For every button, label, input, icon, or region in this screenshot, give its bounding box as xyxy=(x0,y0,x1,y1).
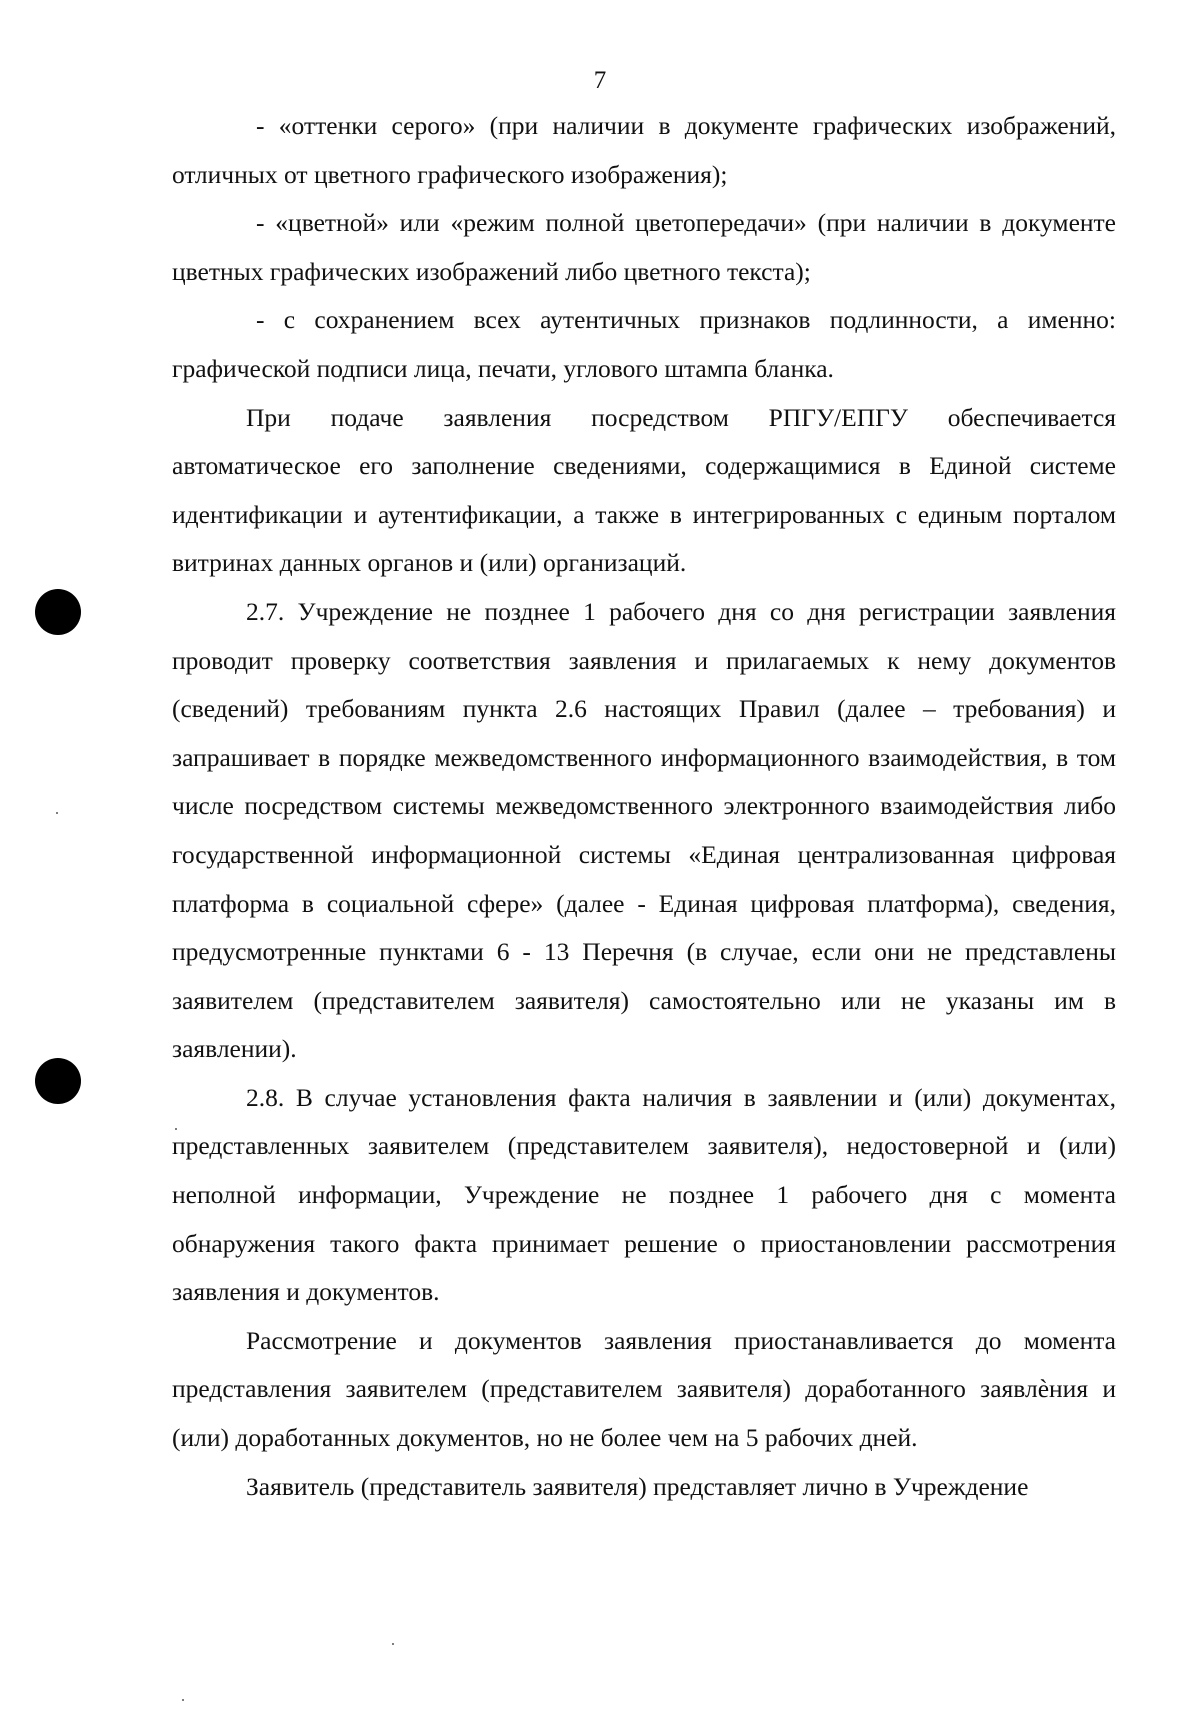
punch-hole-top xyxy=(35,589,81,635)
scan-speck xyxy=(182,1699,184,1701)
scan-speck xyxy=(56,812,58,814)
list-item-authenticity: - с сохранением всех аутентичных признаков подлинности, а именно: графической подписи лица, печати, углового штампа бланка. xyxy=(172,305,1116,383)
scan-speck xyxy=(175,1128,177,1130)
document-body xyxy=(172,102,1116,1511)
paragraph-2-8: 2.8. В случае установления факта наличия в заявлении и (или) документах, представленных заявителем (представителем заявителя), недостоверной и (или) неполной информации, Учреждение не позднее 1 рабочего дня с момента обнаружения такого факта принимает решение о приостановлении рассмотрения заявления и документов. xyxy=(172,1082,1116,1307)
list-item-grayscale: - «оттенки серого» (при наличии в документе графических изображений, отличных от цветного графического изображения); xyxy=(172,111,1116,189)
paragraph-rpgu-epgu: При подаче заявления посредством РПГУ/ЕПГУ обеспечивается автоматическое его заполнение сведениями, содержащимися в Единой системе идентификации и аутентификации, а также в интегрированных с единым порталом витринах данных органов и (или) организаций. xyxy=(172,402,1116,578)
paragraph-2-7: 2.7. Учреждение не позднее 1 рабочего дня со дня регистрации заявления проводит проверку соответствия заявления и прилагаемых к нему документов (сведений) требованиям пункта 2.6 настоящих Правил (далее – требования) и запрашивает в порядке межведомственного информационного взаимодействия, в том числе посредством системы межведомственного электронного взаимодействия либо государственной информационной системы «Единая централизованная цифровая платформа в социальной сфере» (далее - Единая цифровая платформа), сведения, предусмотренные пунктами 6 - 13 Перечня (в случае, если они не представлены заявителем (представителем заявителя) самостоятельно или не указаны им в заявлении). xyxy=(172,596,1116,1064)
paragraph-suspension: Рассмотрение и документов заявления приостанавливается до момента представления заявителем (представителем заявителя) доработанного заявлѐния и (или) доработанных документов, но не более чем на 5 рабочих дней. xyxy=(172,1325,1116,1453)
punch-hole-bottom xyxy=(35,1058,81,1104)
scan-speck xyxy=(392,1643,394,1645)
page-number: 7 xyxy=(593,67,607,94)
paragraph-applicant: Заявитель (представитель заявителя) представляет лично в Учреждение xyxy=(246,1471,1029,1501)
list-item-color: - «цветной» или «режим полной цветопередачи» (при наличии в документе цветных графических изображений либо цветного текста); xyxy=(172,208,1116,286)
